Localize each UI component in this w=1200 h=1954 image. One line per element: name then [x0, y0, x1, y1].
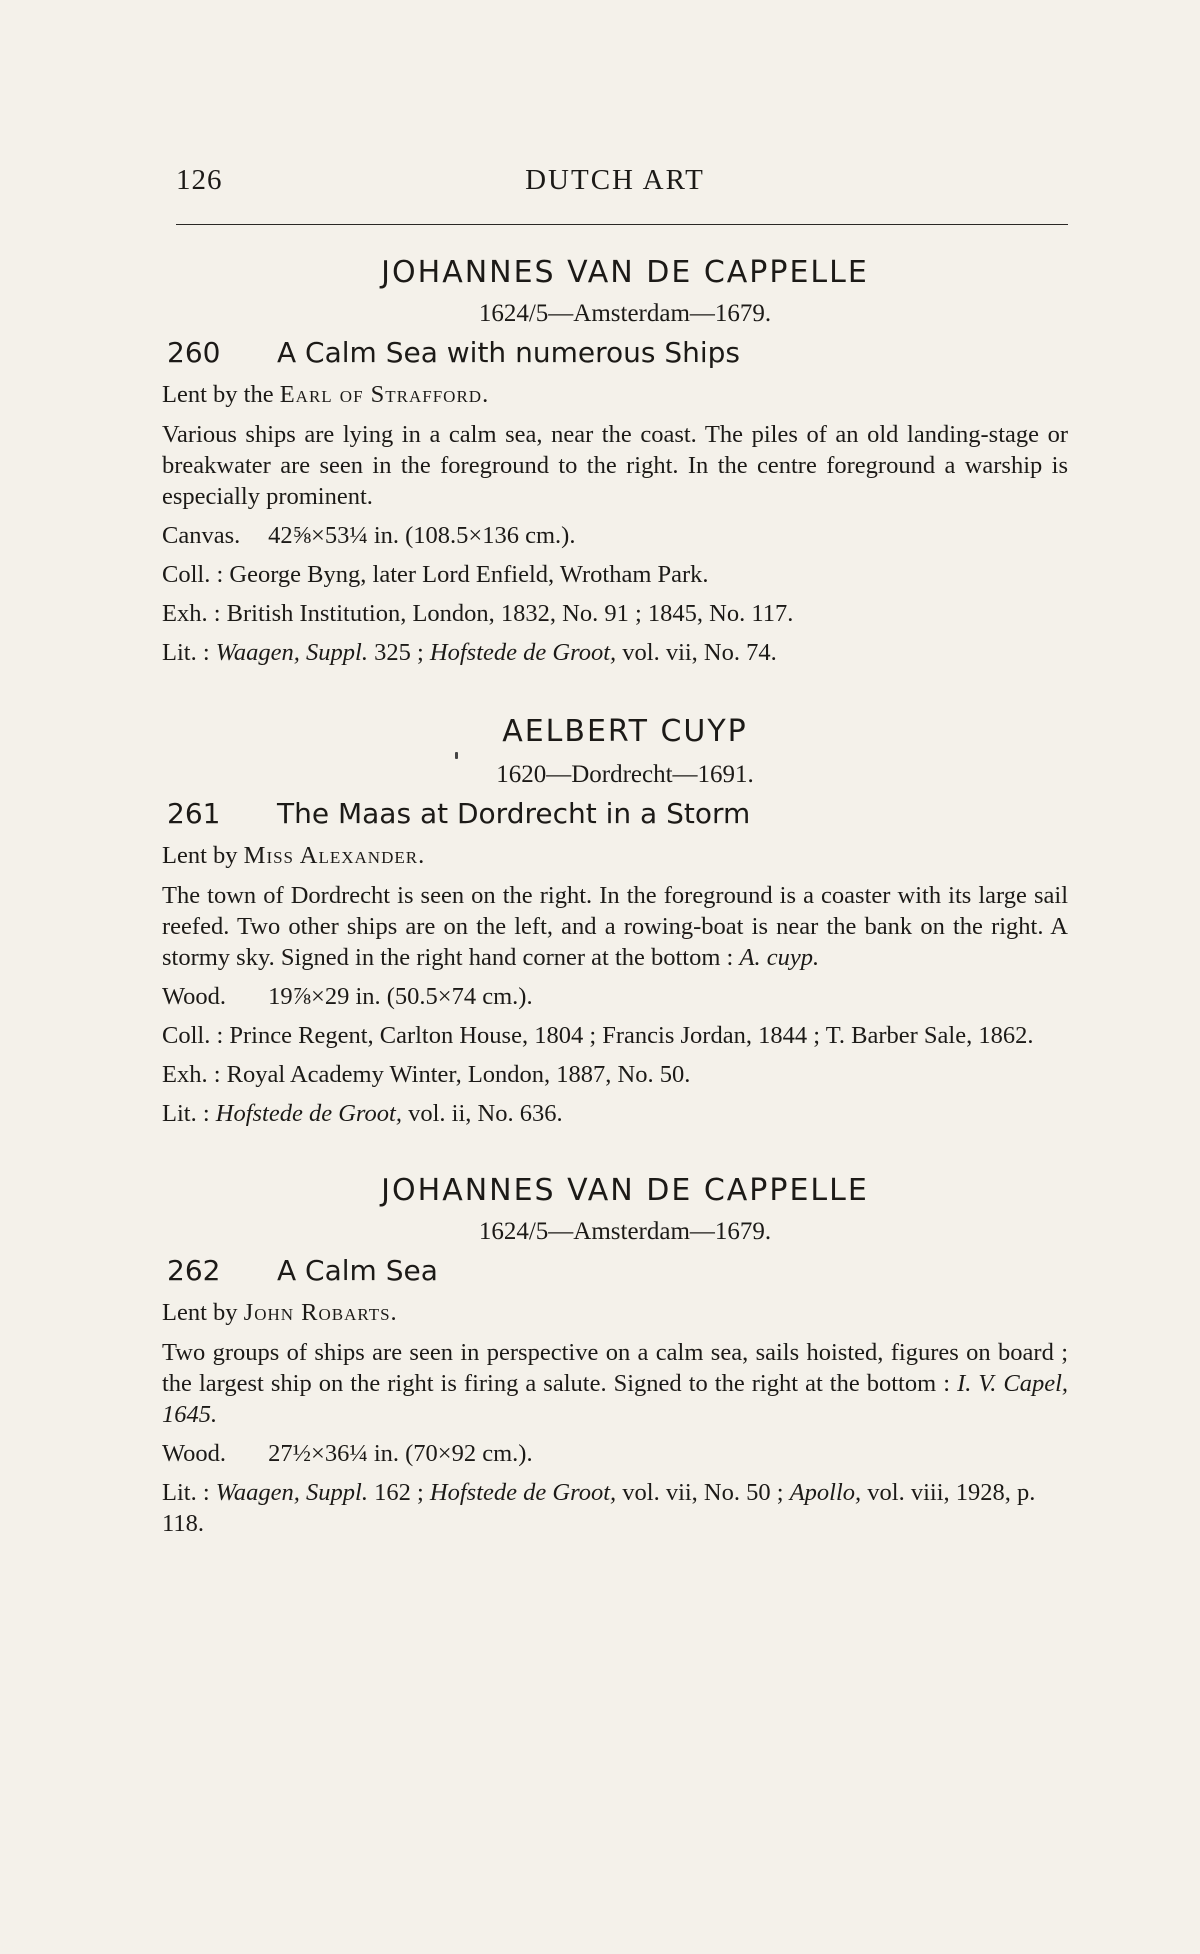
section-gap — [162, 676, 1068, 714]
signature: A. cuyp. — [739, 944, 820, 971]
lit-ref-f: vol. viii, 1928, p. 118. — [162, 1479, 1036, 1537]
lent-prefix: Lent by — [162, 1299, 238, 1326]
entry-260 — [162, 255, 1068, 668]
artist-name: JOHANNES VAN DE CAPPELLE — [381, 1173, 869, 1208]
lender-line — [162, 1299, 1068, 1327]
medium-line — [162, 981, 1068, 1012]
work-title: A Calm Sea with numerous Ships — [277, 336, 740, 369]
lit-ref-b: 325 ; — [374, 639, 424, 666]
work-title: A Calm Sea — [277, 1254, 438, 1287]
lit-ref-c: Hofstede de Groot, — [429, 1479, 617, 1506]
medium-line — [162, 1438, 1068, 1469]
catalogue-number: 261 — [167, 797, 221, 830]
lent-prefix: Lent by — [162, 842, 238, 869]
artist-name: JOHANNES VAN DE CAPPELLE — [381, 255, 869, 290]
lit-ref-a: Waagen, Suppl. — [215, 1479, 368, 1506]
header-rule — [176, 224, 1068, 225]
collection-line — [162, 1020, 1068, 1051]
lender-name: Earl of Strafford. — [279, 381, 490, 408]
exh-label: Exh. : — [162, 1061, 221, 1088]
lent-prefix: Lent by the — [162, 381, 274, 408]
collection-line — [162, 559, 1068, 590]
entry-261 — [162, 714, 1068, 1129]
work-heading — [162, 797, 1068, 830]
catalogue-entries — [162, 255, 1068, 1547]
catalogue-number: 260 — [167, 336, 221, 369]
description-text: Two groups of ships are seen in perspective on a calm sea, sails hoisted, figures on board ; the largest ship on the right is firing a salute. Signed to the right at the bottom : — [162, 1339, 1068, 1397]
lit-label: Lit. : — [162, 1100, 210, 1127]
description: Various ships are lying in a calm sea, near the coast. The piles of an old landing-stage or breakwater are seen in the foreground to the right. In the centre foreground a warship is especially prominent. — [162, 421, 1068, 510]
description-text: The town of Dordrecht is seen on the right. In the foreground is a coaster with its large sail reefed. Two other ships are on the left, and a rowing-boat is near the bank on the right. A stormy sky. Signed in the right hand corner at the bottom : — [162, 882, 1068, 971]
page-number: 126 — [176, 164, 223, 196]
lit-ref-b: 162 ; — [374, 1479, 424, 1506]
lit-label: Lit. : — [162, 1479, 210, 1506]
artist-name: AELBERT CUYP — [502, 714, 748, 749]
dimensions: 19⅞×29 in. (50.5×74 cm.). — [268, 983, 533, 1010]
medium-line — [162, 520, 1068, 551]
lit-ref-e: Apollo, — [789, 1479, 862, 1506]
exhibition-text: British Institution, London, 1832, No. 91 ; 1845, No. 117. — [226, 600, 794, 627]
medium: Wood. — [162, 983, 227, 1010]
medium: Canvas. — [162, 522, 241, 549]
literature-line — [162, 637, 1068, 668]
lit-label: Lit. : — [162, 639, 210, 666]
artist-dates: 1624/5—Amsterdam—1679. — [478, 300, 772, 327]
work-heading — [162, 336, 1068, 369]
description — [162, 1337, 1068, 1430]
lit-ref-a: Waagen, Suppl. — [215, 639, 368, 666]
running-header — [162, 150, 1068, 194]
lender-name: John Robarts. — [243, 1299, 398, 1326]
lit-ref-d: vol. vii, No. 74. — [622, 639, 777, 666]
literature-line — [162, 1098, 1068, 1129]
coll-label: Coll. : — [162, 1022, 224, 1049]
lit-ref-b: vol. ii, No. 636. — [408, 1100, 563, 1127]
lender-line — [162, 842, 1068, 870]
lit-ref-d: vol. vii, No. 50 ; — [622, 1479, 784, 1506]
lender-name: Miss Alexander. — [243, 842, 426, 869]
medium: Wood. — [162, 1440, 227, 1467]
exhibition-text: Royal Academy Winter, London, 1887, No. 50. — [226, 1061, 691, 1088]
description — [162, 880, 1068, 973]
entry-262 — [162, 1173, 1068, 1539]
exhibition-line — [162, 1059, 1068, 1090]
lit-ref-c: Hofstede de Groot, — [429, 639, 617, 666]
signature: I. V. Capel, 1645. — [162, 1370, 1068, 1428]
literature-line — [162, 1477, 1068, 1539]
collection-text: Prince Regent, Carlton House, 1804 ; Francis Jordan, 1844 ; T. Barber Sale, 1862. — [229, 1022, 1034, 1049]
artist-dates: 1624/5—Amsterdam—1679. — [478, 1218, 772, 1245]
lit-ref-a: Hofstede de Groot, — [215, 1100, 402, 1127]
exhibition-line — [162, 598, 1068, 629]
lender-line — [162, 381, 1068, 409]
dimensions: 42⅝×53¼ in. (108.5×136 cm.). — [268, 522, 576, 549]
work-title: The Maas at Dordrecht in a Storm — [277, 797, 751, 830]
artist-dates: 1620—Dordrecht—1691. — [496, 761, 754, 788]
catalogue-page — [162, 150, 1068, 1537]
running-title: DUTCH ART — [525, 164, 705, 196]
section-gap — [162, 1137, 1068, 1173]
stray-mark — [455, 752, 458, 759]
dimensions: 27½×36¼ in. (70×92 cm.). — [268, 1440, 533, 1467]
coll-label: Coll. : — [162, 561, 224, 588]
exh-label: Exh. : — [162, 600, 221, 627]
catalogue-number: 262 — [167, 1254, 221, 1287]
collection-text: George Byng, later Lord Enfield, Wrotham Park. — [229, 561, 709, 588]
work-heading — [162, 1254, 1068, 1287]
